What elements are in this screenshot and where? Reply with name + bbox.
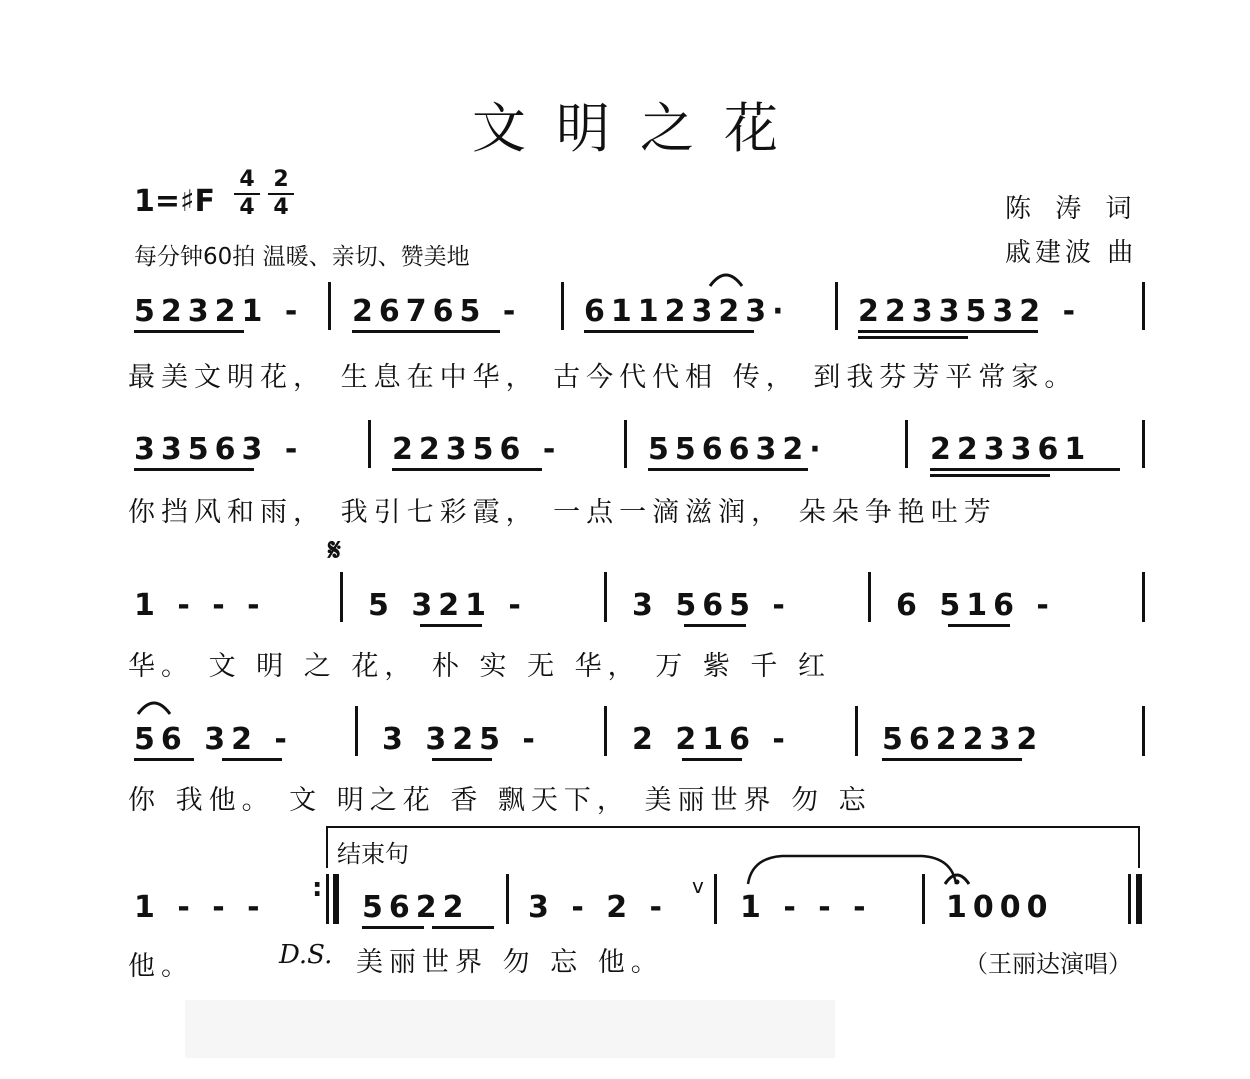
meter-4-4: [232, 168, 262, 220]
meter-top: 2: [273, 167, 289, 192]
singer-credit: （王丽达演唱）: [964, 950, 1132, 978]
repeat-dots: :: [312, 873, 323, 903]
measure: 26765 -: [352, 294, 522, 329]
lyricist-credit: 陈 涛 词: [1005, 194, 1140, 224]
volta-label: 结束句: [337, 840, 409, 868]
measure: 556632·: [648, 432, 827, 467]
beam-underline: [858, 330, 1038, 333]
dal-segno-mark: D.S.: [279, 940, 333, 970]
beam-underline: [432, 758, 492, 761]
repeat-barline: [333, 874, 339, 924]
lyric-line: 他。: [128, 951, 194, 982]
bar-line: [604, 706, 607, 756]
beam-underline: [584, 330, 754, 333]
bar-line: [624, 420, 627, 468]
slur-icon: [134, 696, 174, 716]
beam-underline: [882, 758, 1022, 761]
measure: 5622: [362, 890, 470, 925]
beam-underline: [930, 468, 1120, 471]
bar-line: [326, 874, 329, 924]
composer-credit: 戚建波 曲: [1005, 238, 1138, 268]
bar-line: [506, 874, 509, 924]
song-title: 文明之花: [472, 97, 808, 160]
measure: 5 321 -: [368, 588, 527, 623]
bar-line: [561, 282, 564, 330]
beam-underline: [948, 624, 1010, 627]
tempo-marking: 每分钟60拍 温暖、亲切、赞美地: [134, 244, 470, 270]
measure: 1 - - -: [740, 890, 872, 925]
beam-underline: [648, 468, 808, 471]
volta-bracket: [326, 826, 1140, 868]
beam-underline: [420, 624, 482, 627]
measure: 56 32 -: [134, 722, 293, 757]
measure: 6112323·: [584, 294, 790, 329]
measure: 1000: [946, 890, 1054, 925]
fermata-icon: [706, 268, 746, 288]
meter-bottom: 4: [239, 195, 255, 220]
measure: 223361: [930, 432, 1092, 467]
meter-2-4: [266, 168, 296, 220]
beam-underline: [392, 468, 542, 471]
lyric-line: 美丽世界 勿 忘 他。: [356, 947, 664, 978]
bar-line: [604, 572, 607, 622]
bar-line: [1128, 874, 1131, 924]
measure: 22356 -: [392, 432, 562, 467]
final-barline: [1136, 874, 1142, 924]
beam-underline: [222, 758, 282, 761]
bar-line: [355, 706, 358, 756]
lyric-line: 华。 文 明 之 花， 朴 实 无 华， 万 紫 千 红: [128, 651, 831, 682]
measure: 33563 -: [134, 432, 304, 467]
beam-underline: [362, 926, 424, 929]
beam-underline: [134, 758, 194, 761]
measure: 1 - - -: [134, 588, 266, 623]
measure: 52321 -: [134, 294, 304, 329]
lyric-line: 你挡风和雨， 我引七彩霞， 一点一滴滋润， 朵朵争艳吐芳: [128, 497, 997, 528]
segno-icon: 𝄋: [328, 533, 341, 568]
measure: 562232: [882, 722, 1044, 757]
measure: 3 - 2 -: [528, 890, 668, 925]
bar-line: [368, 420, 371, 468]
meter-top: 4: [239, 167, 255, 192]
bar-line: [1142, 282, 1145, 330]
bar-line: [905, 420, 908, 468]
measure: 3 325 -: [382, 722, 541, 757]
measure: 3 565 -: [632, 588, 791, 623]
measure: 6 516 -: [896, 588, 1055, 623]
beam-underline: [684, 624, 746, 627]
bar-line: [340, 572, 343, 622]
lyric-line: 你 我他。 文 明之花 香 飘天下， 美丽世界 勿 忘: [128, 785, 872, 816]
lyric-line: 最美文明花， 生息在中华， 古今代代相 传， 到我芬芳平常家。: [128, 362, 1078, 393]
beam-underline: [134, 330, 244, 333]
measure: 2233532 -: [858, 294, 1082, 329]
key-signature: 1=♯F: [134, 184, 216, 219]
bar-line: [714, 874, 717, 924]
scan-artifact: [185, 1000, 835, 1058]
bar-line: [868, 572, 871, 622]
beam-underline: [352, 330, 500, 333]
beam-underline: [930, 474, 1050, 477]
bar-line: [328, 282, 331, 330]
beam-underline: [134, 468, 254, 471]
meter-bottom: 4: [273, 195, 289, 220]
bar-line: [835, 282, 838, 330]
bar-line: [1142, 706, 1145, 756]
breath-mark: v: [692, 874, 704, 898]
bar-line: [1142, 572, 1145, 622]
measure: 1 - - -: [134, 890, 266, 925]
tie-icon: [742, 850, 962, 886]
beam-underline: [682, 758, 742, 761]
bar-line: [1142, 420, 1145, 468]
measure: 2 216 -: [632, 722, 791, 757]
beam-underline: [858, 336, 968, 339]
beam-underline: [432, 926, 494, 929]
bar-line: [855, 706, 858, 756]
